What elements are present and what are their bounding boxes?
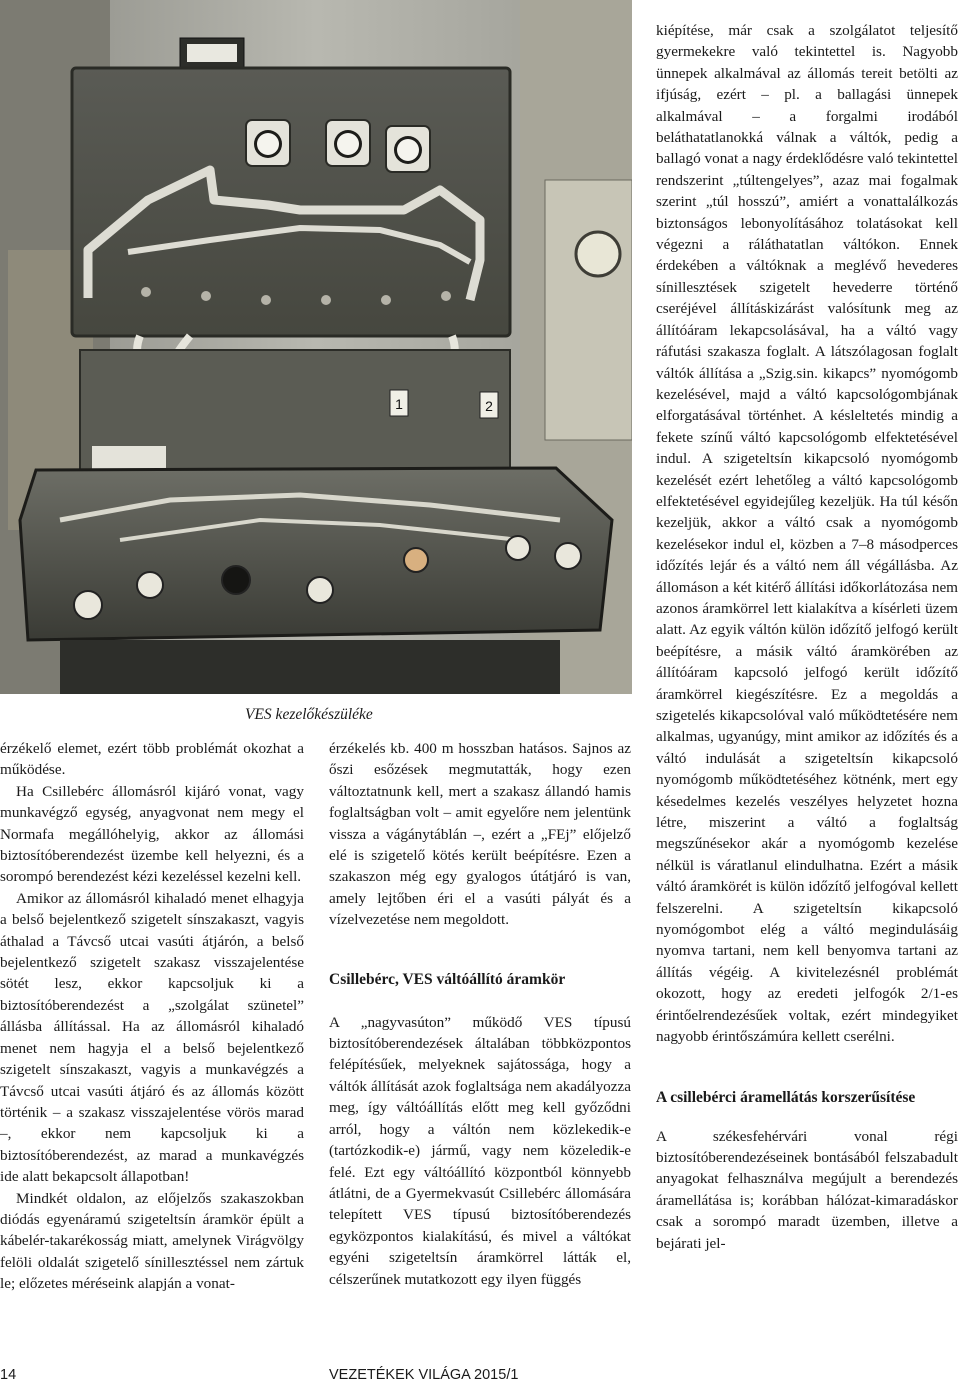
section-heading: Csillebérc, VES váltóállító áramkör bbox=[329, 970, 566, 988]
right-body: kiépítése, már csak a szolgálatot teljesítő gyermekekre való tekintettel is. Nagyobb ünnepek alkalmával az állomás tereit betölti az ifjúság, ezért – pl. a ballagási ünnepek alkalmával – a forgalmi irodából beláthatatlanokká válnak a váltók, pedig a ballagó vonat a nagy érdeklődésre való tekintettel rendszerint „túltengelyes”, azaz mai fogalmak szerint „túl hosszú”, amiért a vonattalálkozás biztonságos lebonyolításához tolatásokat kell végezni a ráláthatatlan váltókon. Ennek érdekében a váltóknak a meglévő hevederes sínillesztések szigetelt hevederre történő cseréjével állításkizárást valósítunk meg az állítóáram lekapcsolásával, ha a váltó vagy ráfutási szakasza foglalt. A látszólagosan foglalt váltók állítása a „Szig.sin. kikapcs” nyomógomb kezelésével, majd a váltó kapcsológombjának elforgatásával történhet. A késleltetés mindig a fekete színű váltó kapcsológomb elfektetésével indul. A szigeteltsín kikapcsoló nyomógomb kezelését ezért lehetőleg a váltó kapcsológomb elfektetésével egyidejűleg kezeljük. Ha túl későn kezeljük, akkor a váltó csak a nyomógomb kezelésekor indul el, közben a 7–8 másodperces időzítés lejár és a váltó nem áll végállásba. Az állomáson a két kitérő állítási időkorlátozása nem azonos áramkörrel lett kialakítva a kísérleti üzem alatt. Az egyik váltón külön időzítő jelfogó került beépítésre, a másik váltó áramkörében az állítóáram kapcsoló jelfogó került időzítő áramkörrel kiegészítésre. Ez a megoldás a szigetelés kikapcsolóval való működtetésére nem alkalmas, ugyanúgy, mint amikor az időzítés és a váltó indulását a szigeteltsín kikapcsoló nyomógomb működtetéséhez kötnénk, mert egy késedelmes kezelés veszélyes helyzetet hozna létre, miszerint a váltó a foglaltság megszűnésekor akár a nyomógomb kezelése nélkül is váratlanul elindulhatna. Ezért a másik váltó áramkörét is külön időzítő jelfogóval kellett felszerelni. A szigeteltsín kikapcsoló nyomógombot elég a váltó megindulásáig nyomva tartani, nem kell benyomva tartani az állítás végéig. A kivitelezésnél problémát okozott, hogy az eredeti jelfogók 2/1-es érintőelrendezésűek voltak, ezért mindegyiket nagyobb érintőszámúra kellett cserélni. bbox=[656, 22, 958, 1046]
left-paragraph: Ha Csillebérc állomásról kijáró vonat, vagy munkavégző egység, anyagvonat nem megy el Normafa megállóhelyig, akkor az állomási biztosítóberendezést üzembe kell helyezni, és a sorompó berendezést kézi kezeléssel kezelni kell. bbox=[0, 782, 304, 886]
middle-column bbox=[329, 738, 631, 1290]
page-number: 14 bbox=[0, 1367, 17, 1383]
left-paragraph: Amikor az állomásról kihaladó menet elhagyja a belső bejelentkező szigetelt sínszakaszt, vagyis áthalad a Távcső utcai vasúti átjárón, a belső bejelentkező szigetelt szakasz visszajelentése sötét lesz, ekkor kapcsoljuk ki a biztosítóberendezést a „szolgálat szünetel” állásba állítással. Ha az állomásról kihaladó menet nem hagyja el a belső bejelentkező szigetelt sínszakaszt, vagyis a munkavégzés a Távcső utcai vasúti átjáró és az állomás között történik – a szakasz visszajelentése vörös marad –, ekkor nem kapcsoljuk ki a biztosítóberendezést, az marad a munkavégzés ide alatt bekapcsolt állapotban! bbox=[0, 889, 304, 1186]
left-paragraph: érzékelő elemet, ezért több problémát okozhat a működése. bbox=[0, 740, 304, 779]
photo-caption: VES kezelőkészüléke bbox=[245, 706, 373, 723]
control-panel-photo bbox=[0, 0, 632, 694]
panel-number-2: 2 bbox=[485, 398, 493, 414]
left-paragraph: Mindkét oldalon, az előjelzős szakaszokban diódás egyenáramú szigeteltsín áramkör épült a kábelér-takarékosság miatt, amelynek Virágvölgy felöli oldalát szigetelő sínillesztéssel nem zártuk le; előzetes méréseink alapján a vonat- bbox=[0, 1189, 304, 1293]
middle-intro: érzékelés kb. 400 m hosszban hatásos. Sajnos az őszi esőzések megmutatták, hogy ezen változtatnunk kell, mert a szakasz állandó hamis foglaltságban volt – amit egyelőre nem jelentünk vissza a vágánytáblán –, ezért a „FEj” előjelző elé is szigetelő kötés került beépítésre. Ezen a szakaszon még egy gyalogos útátjáró is van, amely lejtőben éri el a vasúti pályát és a vízelvezetése nem megoldott. bbox=[329, 740, 631, 929]
panel-number-1: 1 bbox=[395, 396, 403, 412]
middle-body: A „nagyvasúton” működő VES típusú biztosítóberendezések általában többközpontos felépítésűek, melyeknek sajátossága, hogy a váltók állítását azok foglaltsága nem akadályozza meg, így váltóállítás előtt meg kell győződni arról, hogy a váltón nem közlekedik-e (tartózkodik-e) jármű, vagy nem közeledik-e felé. Ezt egy váltóállító központból könnyebb átlátni, de a Gyermekvasút Csillebérc állomására telepített VES típusú biztosítóberendezés egyközpontos kialakítású, és mivel a váltókat egyéni szigeteltsín áramkörrel látták el, célszerűnek mutatkozott egy ilyen függés bbox=[329, 1013, 631, 1288]
right-column bbox=[656, 20, 958, 1254]
magazine-footer: VEZETÉKEK VILÁGA 2015/1 bbox=[329, 1367, 519, 1383]
section-heading: A csillebérci áramellátás korszerűsítése bbox=[656, 1088, 916, 1106]
right-body-2: A székesfehérvári vonal régi biztosítóberendezéseinek bontásából felszabadult anyagokat felhasználva megújult a berendezés áramellátása is; korábban hálózat-kimaradáskor csak a sorompó maradt üzemben, illetve a bejárati jel- bbox=[656, 1127, 958, 1252]
left-column bbox=[0, 738, 304, 1295]
